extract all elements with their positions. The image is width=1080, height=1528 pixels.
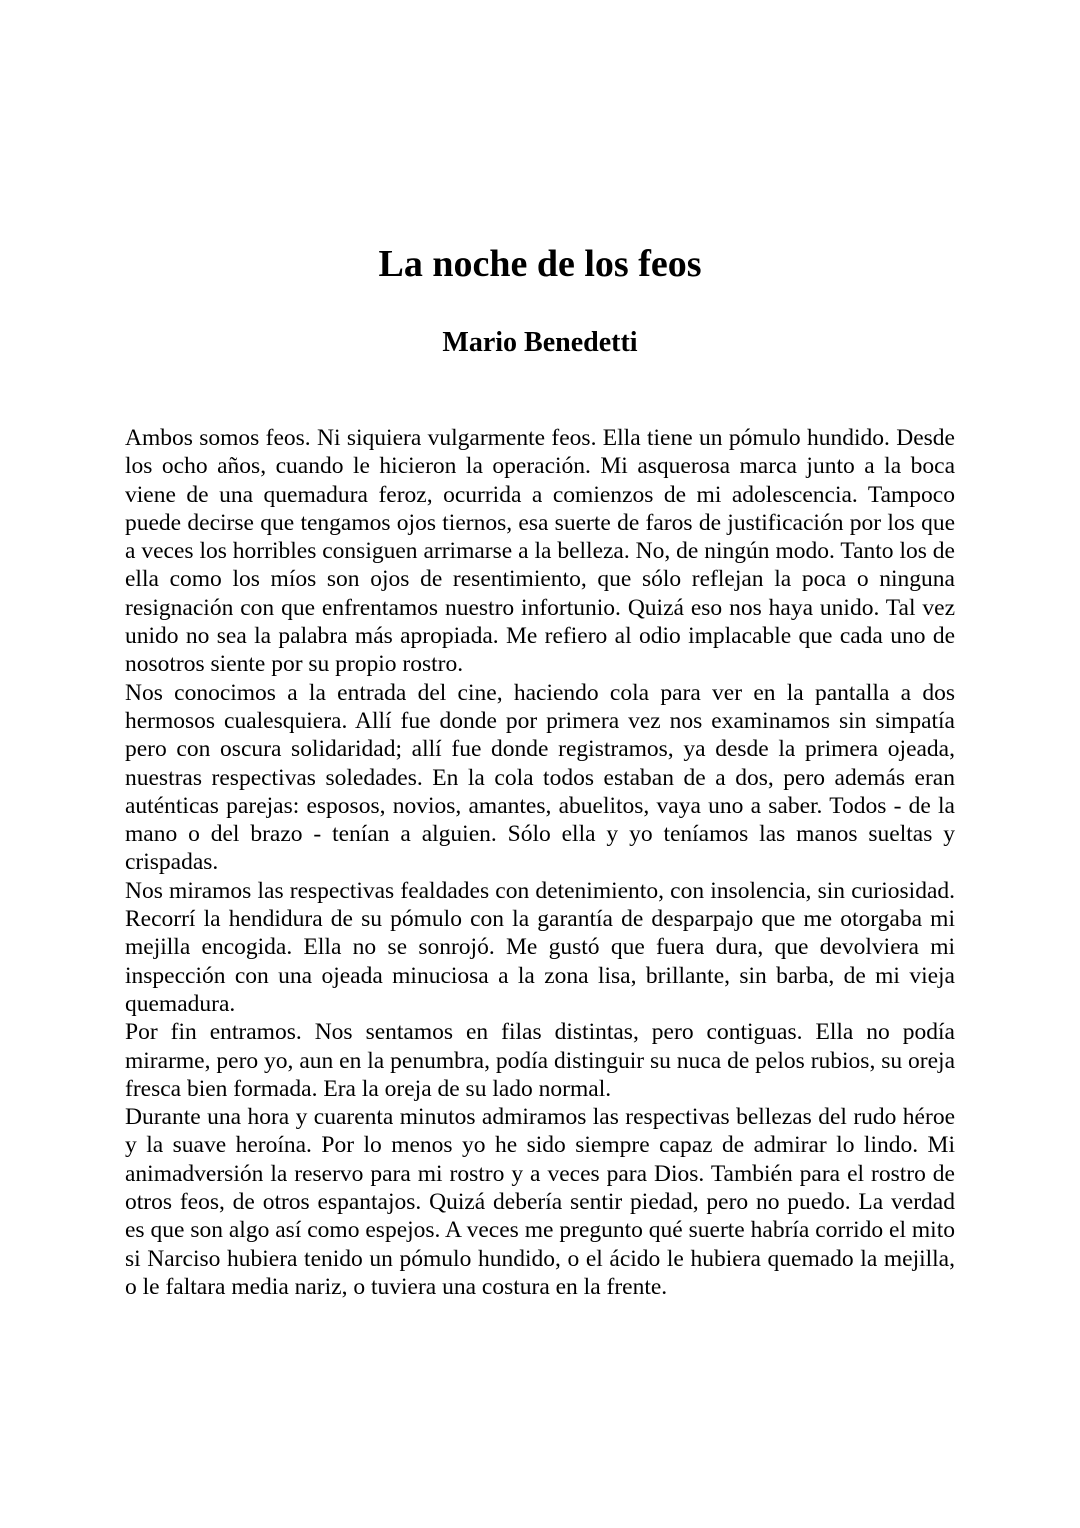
paragraph: Nos conocimos a la entrada del cine, haciendo cola para ver en la pantalla a dos hermosos cualesquiera. Allí fue donde por primera vez nos examinamos sin simpatía pero con oscura solidaridad; allí fue donde registramos, ya desde la primera ojeada, nuestras respectivas soledades. En la cola todos estaban de a dos, pero además eran auténticas parejas: esposos, novios, amantes, abuelitos, vaya uno a saber. Todos - de la mano o del brazo - tenían a alguien. Sólo ella y yo teníamos las manos sueltas y crispadas. xyxy=(125,679,955,876)
author-name: Mario Benedetti xyxy=(442,327,638,358)
body-text xyxy=(125,424,955,1301)
paragraph: Nos miramos las respectivas fealdades con detenimiento, con insolencia, sin curiosidad. Recorrí la hendidura de su pómulo con la garantía de desparpajo que me otorgaba mi mejilla encogida. Ella no se sonrojó. Me gustó que fuera dura, que devolviera mi inspección con una ojeada minuciosa a la zona lisa, brillante, sin barba, de mi vieja quemadura. xyxy=(125,877,955,1017)
paragraph: Durante una hora y cuarenta minutos admiramos las respectivas bellezas del rudo héroe y la suave heroína. Por lo menos yo he sido siempre capaz de admirar lo lindo. Mi animadversión la reservo para mi rostro y a veces para Dios. También para el rostro de otros feos, de otros espantajos. Quizá debería sentir piedad, pero no puedo. La verdad es que son algo así como espejos. A veces me pregunto qué suerte habría corrido el mito si Narciso hubiera tenido un pómulo hundido, o el ácido le hubiera quemado la mejilla, o le faltara media nariz, o tuviera una costura en la frente. xyxy=(125,1104,955,1300)
paragraph: Por fin entramos. Nos sentamos en filas distintas, pero contiguas. Ella no podía mirarme, pero yo, aun en la penumbra, podía distinguir su nuca de pelos rubios, su oreja fresca bien formada. Era la oreja de su lado normal. xyxy=(125,1019,955,1102)
page-title: La noche de los feos xyxy=(378,243,702,285)
paragraph: Ambos somos feos. Ni siquiera vulgarmente feos. Ella tiene un pómulo hundido. Desde los ocho años, cuando le hicieron la operación. Mi asquerosa marca junto a la boca viene de una quemadura feroz, ocurrida a comienzos de mi adolescencia. Tampoco puede decirse que tengamos ojos tiernos, esa suerte de faros de justificación por los que a veces los horribles consiguen arrimarse a la belleza. No, de ningún modo. Tanto los de ella como los míos son ojos de resentimiento, que sólo reflejan la poca o ninguna resignación con que enfrentamos nuestro infortunio. Quizá eso nos haya unido. Tal vez unido no sea la palabra más apropiada. Me refiero al odio implacable que cada uno de nosotros siente por su propio rostro. xyxy=(125,425,955,678)
